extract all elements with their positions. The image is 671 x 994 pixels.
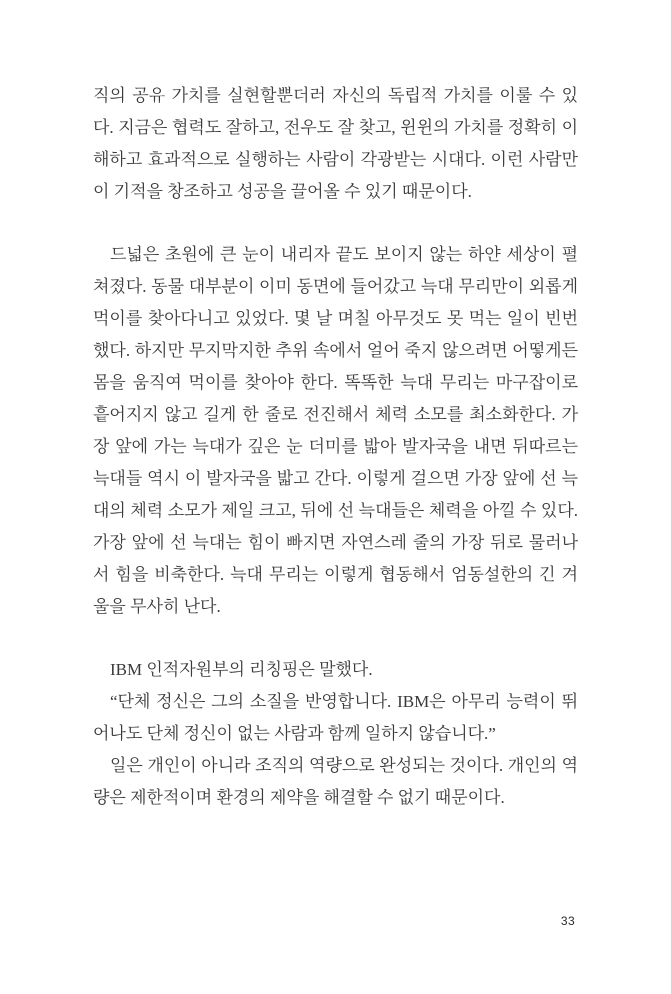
body-text xyxy=(93,80,578,814)
paragraph-ibm-intro: IBM 인적자원부의 리칭핑은 말했다. xyxy=(110,660,373,679)
paragraph-conclusion: 일은 개인이 아니라 조직의 역량으로 완성되는 것이다. 개인의 역량은 제한적이며 환경의 제약을 해결할 수 없기 때문이다. xyxy=(93,756,578,807)
paragraph-ibm-quote: “단체 정신은 그의 소질을 반영합니다. IBM은 아무리 능력이 뛰어나도 단체 정신이 없는 사람과 함께 일하지 않습니다.” xyxy=(93,692,578,743)
page-number: 33 xyxy=(560,914,576,928)
paragraph-wolves: 드넓은 초원에 큰 눈이 내리자 끝도 보이지 않는 하얀 세상이 펼쳐졌다. 동물 대부분이 이미 동면에 들어갔고 늑대 무리만이 외롭게 먹이를 찾아다니고 있었다. 몇 날 며칠 아무것도 못 먹는 일이 빈번했다. 하지만 무지막지한 추위 속에서 얼어 죽지 않으려면 어떻게든 몸을 움직여 먹이를 찾아야 한다. 똑똑한 늑대 무리는 마구잡이로 흩어지지 않고 길게 한 줄로 전진해서 체력 소모를 최소화한다. 가장 앞에 가는 늑대가 깊은 눈 더미를 밟아 발자국을 내면 뒤따르는 늑대들 역시 이 발자국을 밟고 간다. 이렇게 걸으면 가장 앞에 선 늑대의 체력 소모가 제일 크고, 뒤에 선 늑대들은 체력을 아낄 수 있다. 가장 앞에 선 늑대는 힘이 빠지면 자연스레 줄의 가장 뒤로 물러나서 힘을 비축한다. 늑대 무리는 이렇게 협동해서 엄동설한의 긴 겨울을 무사히 난다. xyxy=(93,245,578,616)
paragraph-continuation: 직의 공유 가치를 실현할뿐더러 자신의 독립적 가치를 이룰 수 있다. 지금은 협력도 잘하고, 전우도 잘 찾고, 윈윈의 가치를 정확히 이해하고 효과적으로 실행하는 사람이 각광받는 시대다. 이런 사람만이 기적을 창조하고 성공을 끌어올 수 있기 때문이다. xyxy=(93,86,578,201)
